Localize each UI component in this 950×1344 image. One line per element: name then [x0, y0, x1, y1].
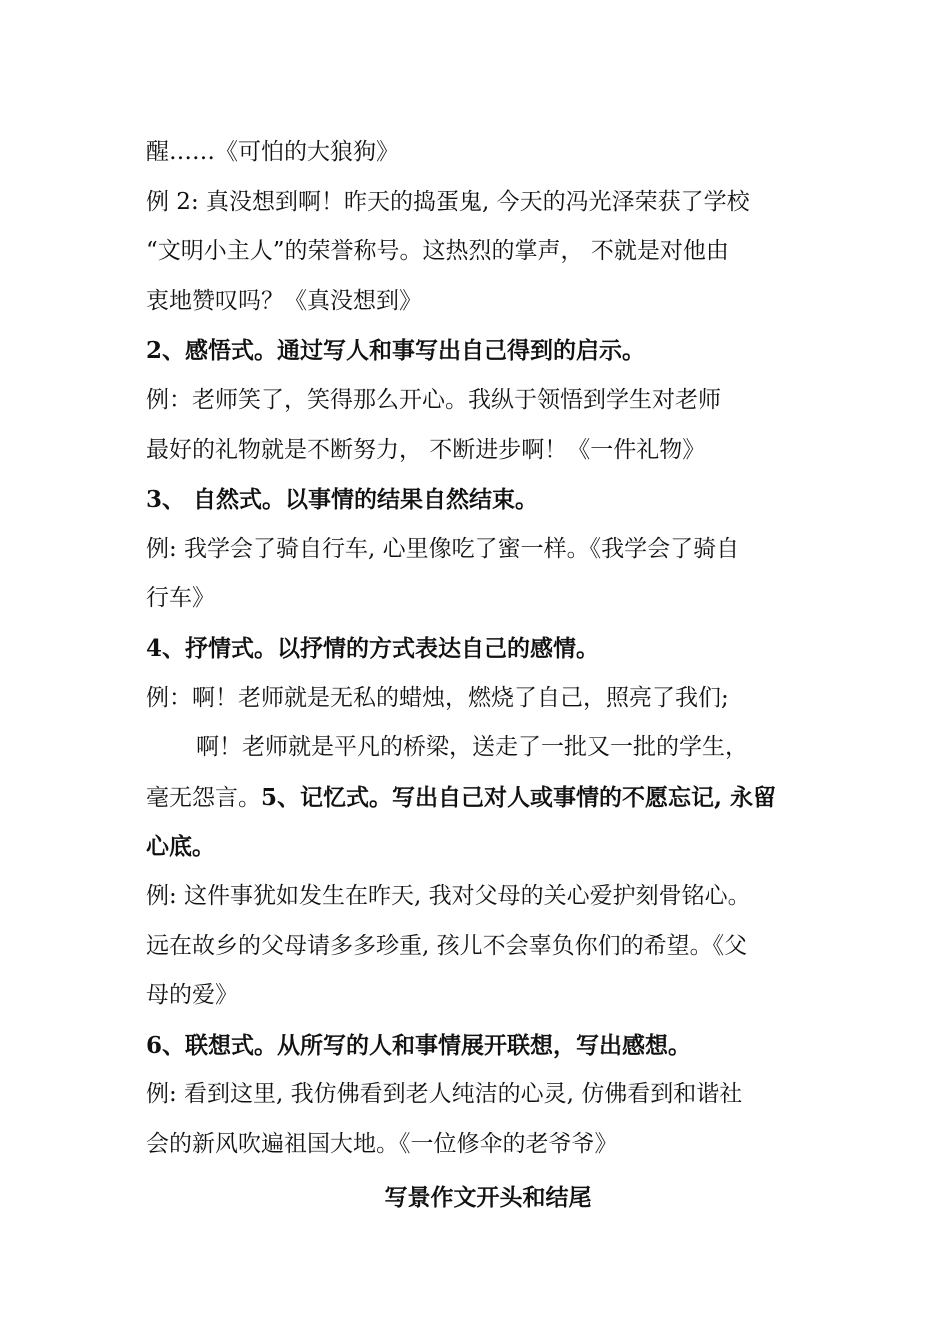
text-line: 例：老师笑了，笑得那么开心。我纵于领悟到学生对老师 [146, 386, 721, 413]
section-heading: 心底。 [146, 833, 215, 861]
document-body [146, 128, 810, 1223]
section-heading: 3、 自然式。以事情的结果自然结束。 [146, 486, 539, 514]
text-line: 啊！老师就是平凡的桥梁，送走了一批又一批的学生， [196, 734, 748, 761]
text-line: 例：啊！老师就是无私的蜡烛，燃烧了自己，照亮了我们; [146, 684, 729, 711]
text-line: 远在故乡的父母请多多珍重, 孩儿不会辜负你们的希望。《父 [146, 932, 748, 959]
text-line: 例 2: 真没想到啊！昨天的捣蛋鬼, 今天的冯光泽荣获了学校 [146, 188, 750, 215]
section-heading: 2、感悟式。通过写人和事写出自己得到的启示。 [146, 337, 646, 365]
text-line [146, 773, 810, 823]
text-line: 母的爱》 [146, 982, 238, 1009]
text-line: 衷地赞叹吗？《真没想到》 [146, 287, 422, 314]
section-heading: 6、联想式。从所写的人和事情展开联想，写出感想。 [146, 1031, 692, 1059]
section-heading: 4、抒情式。以抒情的方式表达自己的感情。 [146, 634, 600, 662]
text-line: 醒……《可怕的大狼狗》 [146, 139, 399, 165]
text-line: 例: 这件事犹如发生在昨天, 我对父母的关心爱护刻骨铭心。 [146, 882, 751, 909]
section-title: 写景作文开头和结尾 [384, 1184, 592, 1212]
text-span: 毫无怨言。 [146, 784, 261, 811]
text-line: 例: 我学会了骑自行车, 心里像吃了蜜一样。《我学会了骑自 [146, 535, 740, 562]
text-line: 最好的礼物就是不断努力， 不断进步啊！《一件礼物》 [146, 436, 706, 463]
text-line: “文明小主人”的荣誉称号。这热烈的掌声， 不就是对他由 [146, 238, 729, 265]
text-line: 会的新风吹遍祖国大地。《一位修伞的老爷爷》 [146, 1130, 618, 1157]
section-heading: 5、记忆式。写出自己对人或事情的不愿忘记, 永留 [261, 783, 777, 811]
text-line: 例: 看到这里, 我仿佛看到老人纯洁的心灵, 仿佛看到和谐社 [146, 1081, 743, 1108]
text-line: 行车》 [146, 585, 215, 612]
